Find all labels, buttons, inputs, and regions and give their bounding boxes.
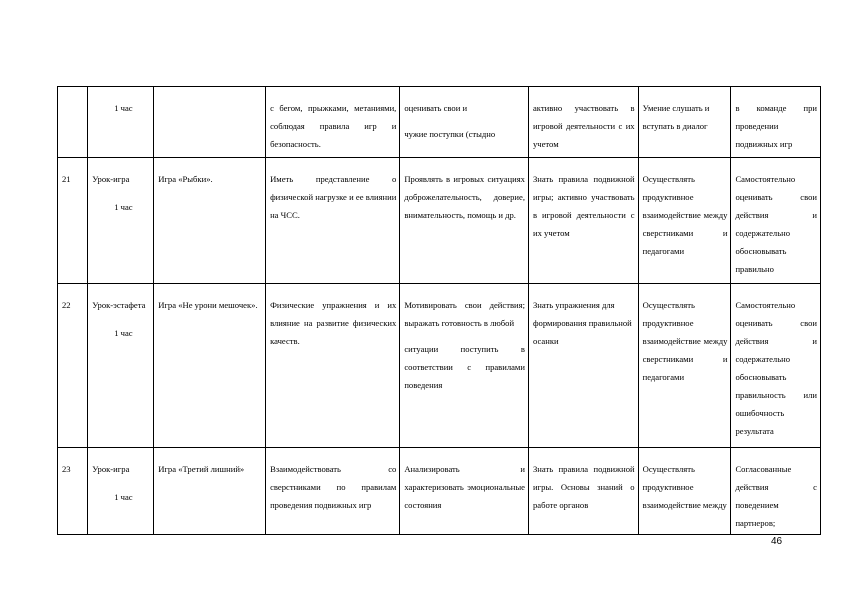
personal-outcome-part: Анализировать и характеризовать эмоциональные состояния — [404, 464, 525, 510]
personal-outcome — [400, 158, 529, 284]
regulative-outcome: Согласованные действия с поведением партнеров; — [731, 448, 821, 535]
physical-content: Физические упражнения и их влияние на развитие физических качеств. — [266, 284, 400, 448]
game-title — [154, 87, 266, 158]
regulative-outcome: Самостоятельно оценивать свои действия и содержательно обосновывать правильность или ошибочность результата — [731, 284, 821, 448]
personal-outcome-part: Мотивировать свои действия; выражать готовность в любой — [404, 300, 525, 328]
personal-outcome-part: оценивать свои и — [404, 103, 468, 113]
lesson-type — [88, 448, 154, 535]
regulative-outcome: в команде при проведении подвижных игр — [731, 87, 821, 158]
cognitive-outcome: Знать упражнения для формирования правильной осанки — [528, 284, 638, 448]
lesson-hours: 1 час — [114, 328, 133, 338]
page-number: 46 — [771, 536, 783, 547]
game-title: Игра «Рыбки». — [154, 158, 266, 284]
communicative-outcome: Умение слушать и вступать в диалог — [638, 87, 731, 158]
lesson-hours: 1 час — [114, 202, 133, 212]
lesson-plan-table — [57, 86, 821, 535]
cognitive-outcome: Знать правила подвижной игры. Основы знаний о работе органов — [528, 448, 638, 535]
personal-outcome — [400, 284, 529, 448]
cognitive-outcome: активно участвовать в игровой деятельности с их учетом — [528, 87, 638, 158]
communicative-outcome: Осуществлять продуктивное взаимодействие между — [638, 448, 731, 535]
lesson-number: 22 — [58, 284, 88, 448]
personal-outcome — [400, 448, 529, 535]
lesson-number: 21 — [58, 158, 88, 284]
lesson-type — [88, 158, 154, 284]
lesson-hours: 1 час — [114, 103, 133, 113]
table-row — [58, 448, 821, 535]
game-title: Игра «Третий лишний» — [154, 448, 266, 535]
lesson-type-label: Урок-игра — [92, 464, 130, 474]
lesson-number — [58, 87, 88, 158]
personal-outcome-part: чужие поступки (стыдно — [404, 129, 496, 139]
table-row — [58, 87, 821, 158]
cognitive-outcome: Знать правила подвижной игры; активно участвовать в игровой деятельности с их учетом — [528, 158, 638, 284]
personal-outcome-part: ситуации поступить в соответствии с правилами поведения — [404, 344, 525, 390]
table-row — [58, 158, 821, 284]
personal-outcome-part: Проявлять в игровых ситуациях доброжелательность, доверие, внимательность, помощь и др. — [404, 174, 525, 220]
communicative-outcome: Осуществлять продуктивное взаимодействие между сверстниками и педагогами — [638, 158, 731, 284]
lesson-type-label: Урок-игра — [92, 174, 130, 184]
table-row — [58, 284, 821, 448]
physical-content: Взаимодействовать со сверстниками по правилам проведения подвижных игр — [266, 448, 400, 535]
personal-outcome — [400, 87, 529, 158]
lesson-number: 23 — [58, 448, 88, 535]
lesson-type-label: Урок-эстафета — [92, 300, 146, 310]
regulative-outcome: Самостоятельно оценивать свои действия и содержательно обосновывать правильно — [731, 158, 821, 284]
lesson-type — [88, 284, 154, 448]
communicative-outcome: Осуществлять продуктивное взаимодействие между сверстниками и педагогами — [638, 284, 731, 448]
game-title: Игра «Не урони мешочек». — [154, 284, 266, 448]
physical-content: с бегом, прыжками, метаниями, соблюдая правила игр и безопасность. — [266, 87, 400, 158]
lesson-hours: 1 час — [114, 492, 133, 502]
physical-content: Иметь представление о физической нагрузке и ее влиянии на ЧСС. — [266, 158, 400, 284]
lesson-type — [88, 87, 154, 158]
